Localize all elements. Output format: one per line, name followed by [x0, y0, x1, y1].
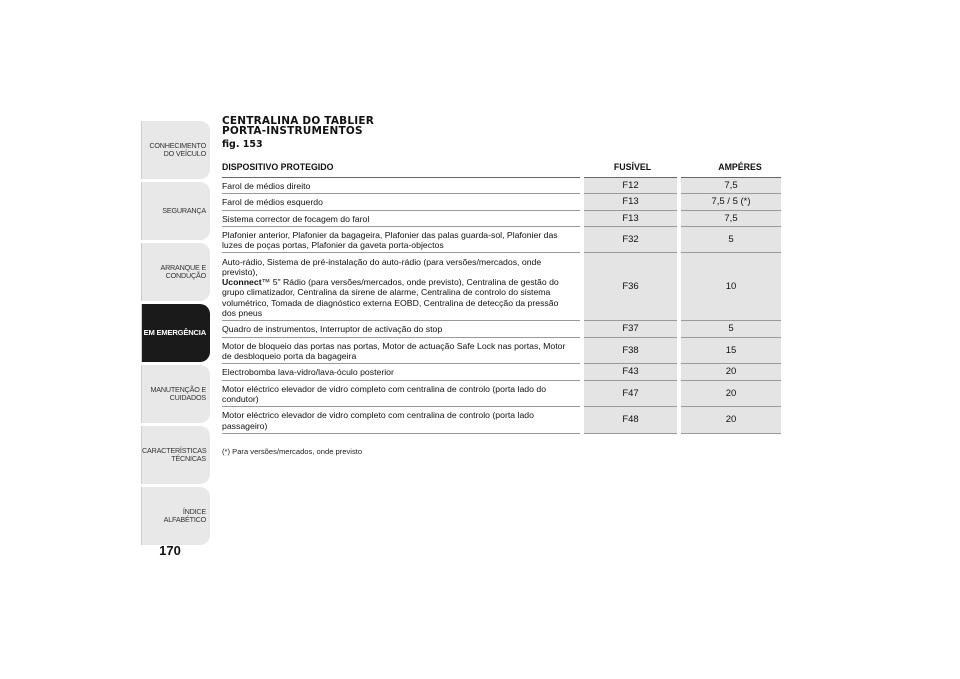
device-cell: Plafonier anterior, Plafonier da bagageira, Plafonier das palas guarda-sol, Plafonier das luzes de poças portas, Plafonier da gaveta porta-objectos	[222, 226, 582, 253]
table-header-row	[222, 159, 781, 178]
device-cell: Quadro de instrumentos, Interruptor de activação do stop	[222, 321, 582, 337]
tab-conhecimento-do-veiculo[interactable]	[141, 121, 210, 179]
table-row	[222, 178, 781, 194]
table-row	[222, 194, 781, 210]
device-text: Auto-rádio, Sistema de pré-instalação do auto-rádio (para versões/mercados, onde previsto),	[222, 256, 542, 277]
device-cell	[222, 253, 582, 321]
uconnect-brand: Uconnect	[222, 277, 262, 288]
tab-label: CONHECIMENTO DO VEÍCULO	[149, 140, 206, 158]
section-title	[222, 117, 374, 136]
amperes-cell: 15	[679, 337, 781, 364]
device-cell: Motor eléctrico elevador de vidro completo com centralina de controlo (porta lado passageiro)	[222, 407, 582, 434]
fuse-cell: F48	[582, 407, 679, 434]
section-title-line2: PORTA-INSTRUMENTOS	[222, 124, 363, 137]
tab-label: ÍNDICE ALFABÉTICO	[163, 506, 206, 524]
tab-label: ARRANQUE E CONDUÇÃO	[160, 262, 206, 280]
fuse-cell: F38	[582, 337, 679, 364]
table-row	[222, 226, 781, 253]
table-row	[222, 210, 781, 226]
table-row	[222, 337, 781, 364]
amperes-cell: 7,5 / 5 (*)	[679, 194, 781, 210]
tab-label: EM EMERGÊNCIA	[143, 327, 206, 337]
header-fuse: FUSÍVEL	[582, 159, 679, 178]
fuse-table	[222, 159, 781, 434]
fuse-cell: F47	[582, 380, 679, 407]
figure-reference: fig. 153	[222, 139, 263, 150]
amperes-cell: 5	[679, 321, 781, 337]
tab-seguranca[interactable]	[141, 182, 210, 240]
amperes-cell: 20	[679, 407, 781, 434]
tab-indice-alfabetico[interactable]	[141, 487, 210, 545]
device-cell: Electrobomba lava-vidro/lava-óculo posterior	[222, 364, 582, 380]
table-row	[222, 364, 781, 380]
amperes-cell: 7,5	[679, 210, 781, 226]
header-device: DISPOSITIVO PROTEGIDO	[222, 159, 582, 178]
fuse-cell: F43	[582, 364, 679, 380]
page-number: 170	[159, 543, 181, 558]
footnote: (*) Para versões/mercados, onde previsto	[222, 447, 363, 456]
device-cell: Farol de médios direito	[222, 178, 582, 194]
section-title-line1: CENTRALINA DO TABLIER	[222, 115, 375, 127]
tab-label: SEGURANÇA	[162, 205, 206, 215]
amperes-cell: 10	[679, 253, 781, 321]
tab-em-emergencia[interactable]	[141, 304, 210, 362]
header-amperes: AMPÉRES	[679, 159, 781, 178]
tab-arranque-e-conducao[interactable]	[141, 243, 210, 301]
table-row	[222, 253, 781, 321]
table-row	[222, 380, 781, 407]
device-cell: Motor eléctrico elevador de vidro completo com centralina de controlo (porta lado do condutor)	[222, 380, 582, 407]
fuse-cell: F36	[582, 253, 679, 321]
tab-label: CARACTERÍSTICAS TÉCNICAS	[142, 445, 207, 463]
amperes-cell: 20	[679, 364, 781, 380]
tab-manutencao-e-cuidados[interactable]	[141, 365, 210, 423]
amperes-cell: 7,5	[679, 178, 781, 194]
fuse-cell: F13	[582, 210, 679, 226]
device-cell: Sistema corrector de focagem do farol	[222, 210, 582, 226]
table-row	[222, 407, 781, 434]
device-cell: Farol de médios esquerdo	[222, 194, 582, 210]
tab-label: MANUTENÇÃO E CUIDADOS	[150, 384, 206, 402]
tab-caracteristicas-tecnicas[interactable]	[141, 426, 210, 484]
amperes-cell: 5	[679, 226, 781, 253]
fuse-cell: F37	[582, 321, 679, 337]
fuse-cell: F32	[582, 226, 679, 253]
device-text: ™ 5" Rádio (para versões/mercados, onde previsto), Centralina de gestão do grupo climatizador, Centralina da sirene de alarme, Centralina de controlo do sistema volumétrico, Tomada de diagnóstico externa EOBD, Centralina de detecção da pressão dos pneus	[222, 277, 559, 319]
fuse-cell: F12	[582, 178, 679, 194]
amperes-cell: 20	[679, 380, 781, 407]
table-row	[222, 321, 781, 337]
device-cell: Motor de bloqueio das portas nas portas, Motor de actuação Safe Lock nas portas, Motor de desbloqueio porta da bagageira	[222, 337, 582, 364]
fuse-cell: F13	[582, 194, 679, 210]
